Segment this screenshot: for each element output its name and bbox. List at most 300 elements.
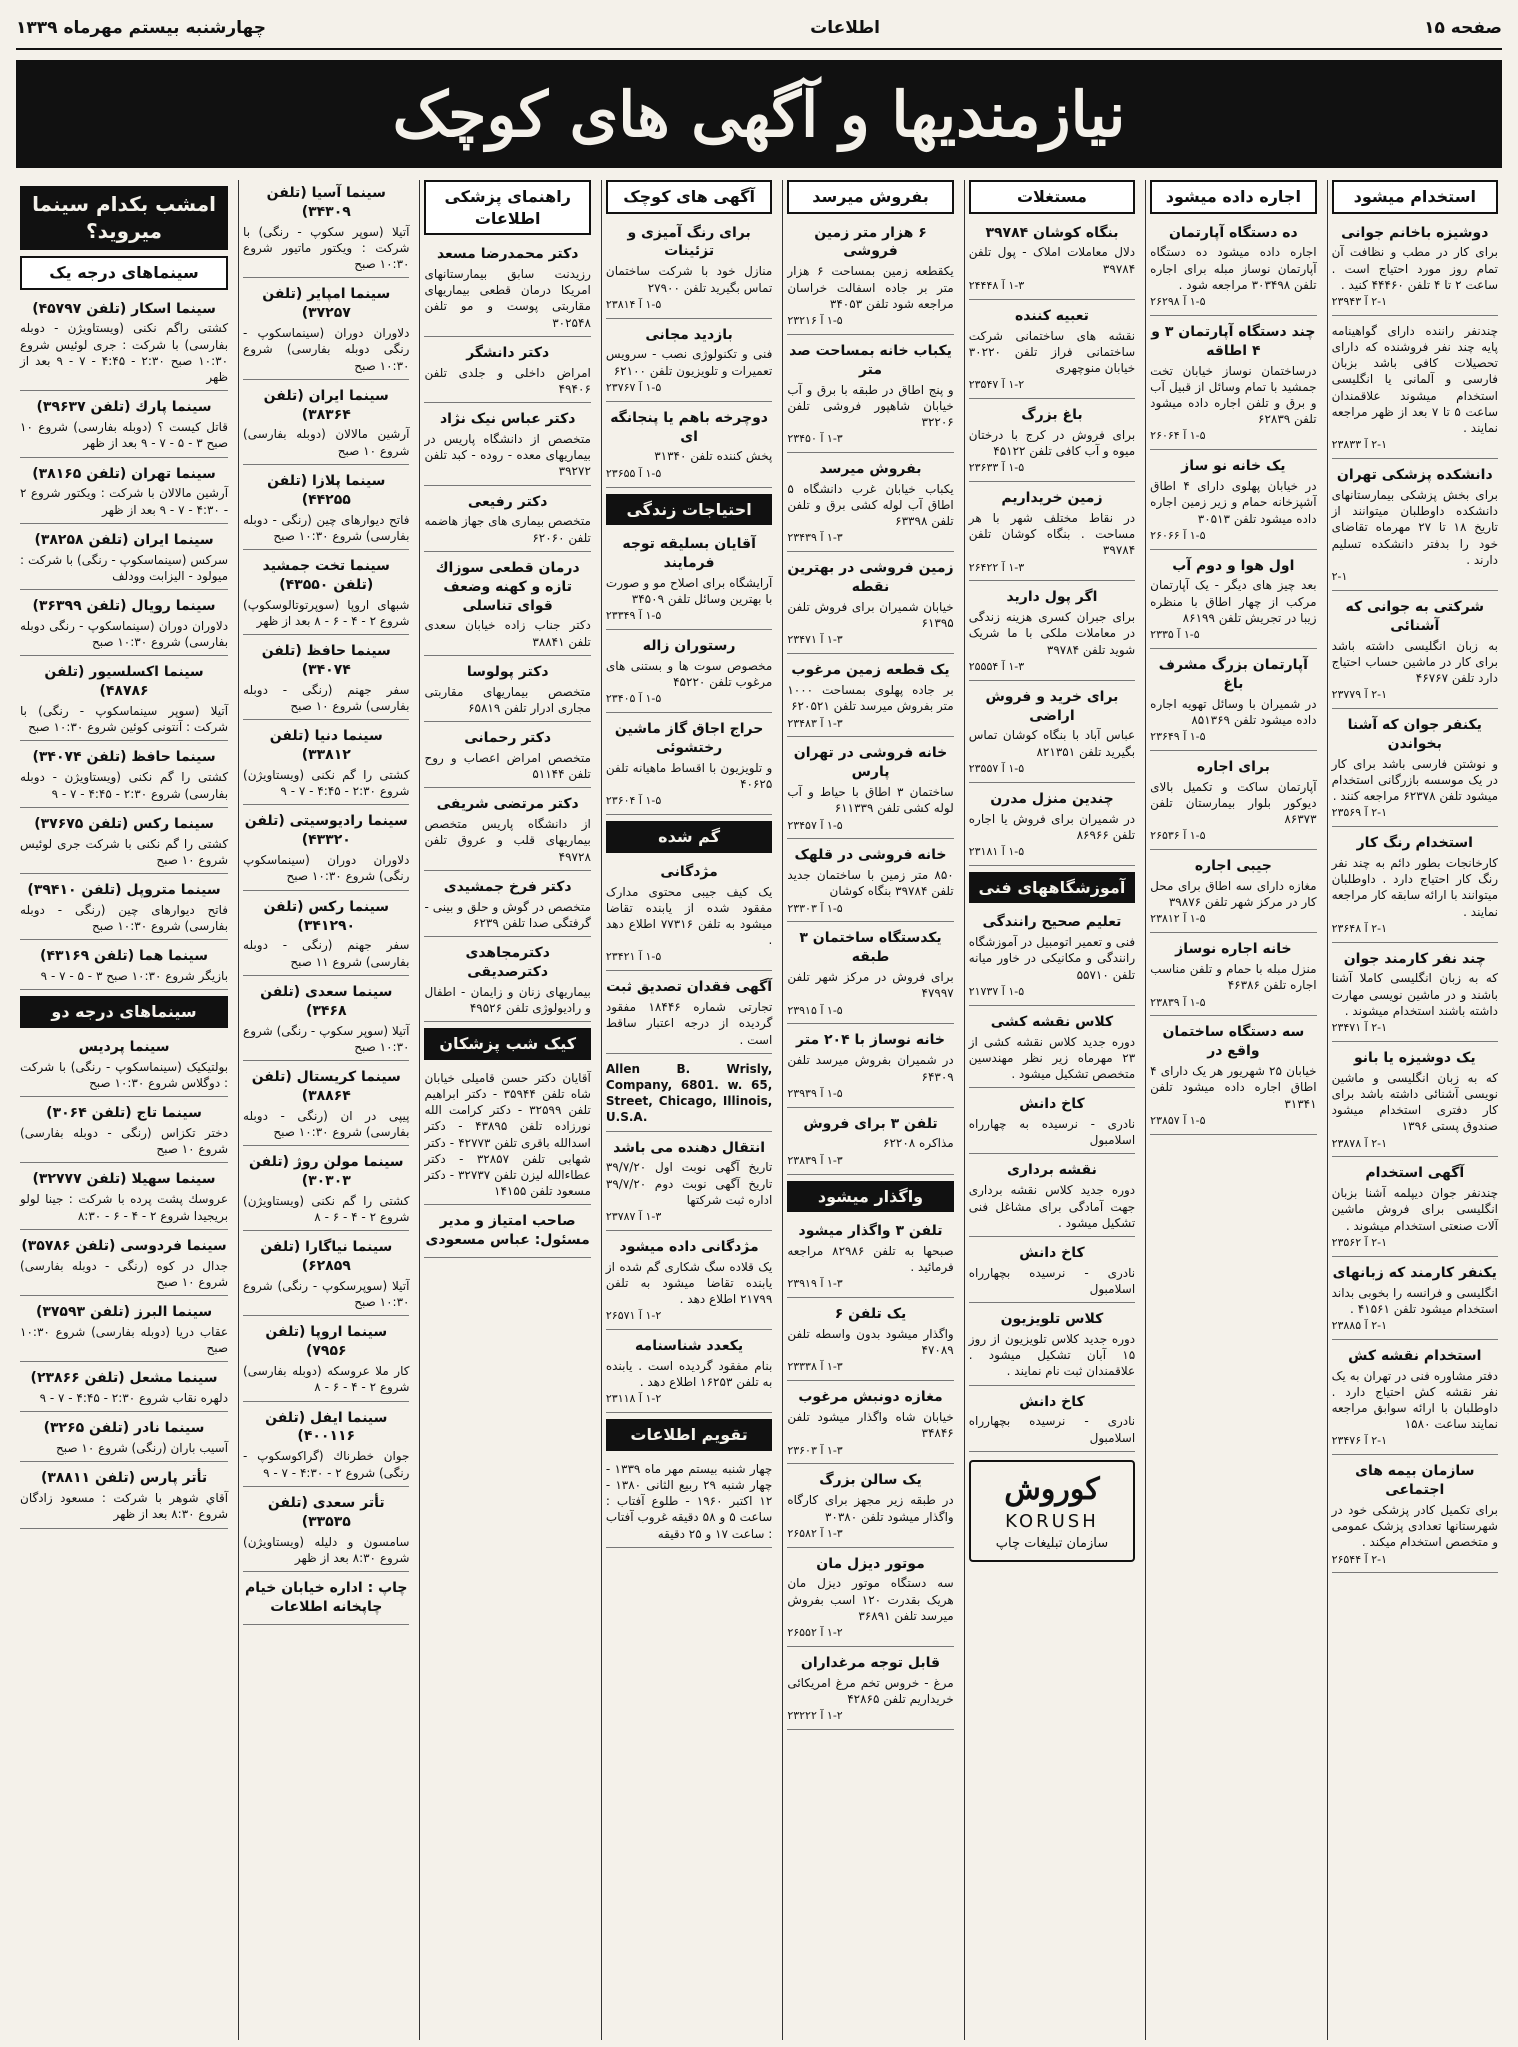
classified-ad <box>243 1405 409 1487</box>
classified-ad <box>787 555 953 654</box>
ad-body: دلهره نقاب شروع ۲:۳۰ - ۴:۴۵ - ۷ - ۹ <box>39 1391 229 1406</box>
ad-title: رستوران زاله <box>642 638 736 655</box>
ad-body: بنام مفقود گردیده است . یابنده به تلفن ۱۶۲۵۳ اطلاع دهد . <box>605 1358 773 1390</box>
ad-title: سینما حافظ (تلفن ۳۴۰۷۴) <box>32 749 216 766</box>
ad-title: یکباب خانه بمساحت صد متر <box>789 342 952 378</box>
classified-ad <box>969 1009 1135 1088</box>
ad-title: تأتر سعدی (تلفن ۳۳۵۳۵) <box>267 1494 385 1530</box>
ad-reference: ۱-۵ آ ۲۶۵۳۶ <box>1150 829 1206 843</box>
ad-title: سینما رکس (تلفن ۳۴۱۲۹۰) <box>263 898 390 934</box>
classified-ad <box>20 1233 228 1296</box>
ad-title: کاخ دانش <box>1019 1096 1085 1113</box>
ad-reference: ۱-۵ آ ۲۳۶۵۵ <box>605 466 662 480</box>
ad-body: آتیلا (سوپر سکوپ - رنگی) با شرکت : ویکتور ماتیور شروع ۱۰:۳۰ صبح <box>243 224 410 272</box>
printer-credit: چاپ : اداره خیابان خیام چاپخانه اطلاعات <box>243 1575 409 1625</box>
classified-ad <box>243 180 409 278</box>
classified-ad <box>1150 754 1316 850</box>
ad-body: پیپی در ان (رنگی - دوبله بفارسی) شروع ۱۰:۳۰ صبح <box>243 1108 410 1139</box>
ad-title: بنگاه کوشان ۳۹۷۸۴ <box>985 224 1119 241</box>
ad-title: کلاس تلویزیون <box>1000 1311 1104 1328</box>
ad-title: استخدام نقشه کش <box>1348 1347 1482 1364</box>
classified-ad <box>20 1100 228 1163</box>
classified-ad <box>1332 1045 1498 1157</box>
classified-ad <box>787 1467 953 1547</box>
ad-body: مغازه دارای سه اطاق برای محل کار در مرکز شهر تلفن ۳۹۸۷۶ <box>1150 879 1317 910</box>
ad-title: خانه فروشی در تهران پارس <box>793 745 948 781</box>
ad-body: از دانشگاه پاریس متخصص بیماریهای قلب و عروق تلفن ۴۹۷۲۸ <box>424 817 591 864</box>
ad-body: رزیدنت سابق بیمارستانهای امریکا درمان قطعی بیماریهای مقاربتی پوست و مو تلفن ۳۰۲۵۴۸ <box>424 267 591 330</box>
ad-title: آقایان بسلیقه توجه فرمایند <box>622 536 756 571</box>
ad-title: زمین خریداریم <box>1001 490 1103 507</box>
ad-body: متخصص در گوش و حلق و بینی - گرفتگی صدا تلفن ۶۲۳۹ <box>424 899 591 930</box>
ad-title: یکنفر جوان که آشنا بخواندن <box>1347 716 1482 752</box>
ad-body: آرشین مالالان (دوبله بفارسی) شروع ۱۰ صبح <box>243 427 410 458</box>
classified-ad <box>424 406 590 485</box>
ad-list <box>20 1034 228 1529</box>
ad-title: مژدگانی داده میشود <box>619 1238 759 1255</box>
ad-title: سینما کریستال (تلفن ۳۸۸۶۴) <box>251 1068 401 1104</box>
ad-title: دکتر عباس نیک نژاد <box>439 411 576 428</box>
ad-body: دوره جدید کلاس نقشه برداری جهت آمادگی برای مشاغل فنی تشکیل میشود . <box>968 1183 1136 1230</box>
classified-ad <box>20 877 228 940</box>
column-heading: اجاره داده میشود <box>1150 180 1316 214</box>
ad-title: سینما نادر (تلفن ۳۲۶۵) <box>43 1420 205 1437</box>
ad-reference: ۱-۵ آ ۲۳۳۰۳ <box>787 901 843 915</box>
ad-body: کشتی را گم نکنی (ویستاویژن - دوبله بفارسی) شروع ۲:۳۰ - ۴:۴۵ - ۷ - ۹ <box>20 770 229 801</box>
ad-reference: ۱-۵ آ ۲۳۴۰۵ <box>605 692 662 706</box>
ad-title: دوچرخه باهم یا پنجانگه ای <box>610 409 768 445</box>
ad-body: بازیگر شروع ۱۰:۳۰ صبح ۳ - ۵ - ۷ - ۹ <box>40 969 229 984</box>
section-heading: گم شده <box>606 821 772 853</box>
ad-title: دکتر رحمانی <box>464 730 552 747</box>
section-heading: واگذار میشود <box>787 1181 953 1213</box>
ad-title: زمین فروشی در بهترین نقطه <box>787 560 954 596</box>
ad-body: نادری - نرسیده بچهارراه اسلامبول <box>968 1265 1136 1296</box>
ad-body: در خیابان پهلوی دارای ۴ اطاق آشپزخانه حمام و زیر زمین اجاره داده میشود تلفن ۳۰۵۱۳ <box>1150 479 1317 526</box>
ad-body: عقاب دریا (دوبله بفارسی) شروع ۱۰:۳۰ صبح <box>20 1324 229 1356</box>
ad-body: برای فروش در کرج با درختان میوه و آب کافی تلفن ۴۵۱۲۲ <box>968 427 1136 459</box>
classified-ad <box>20 1465 228 1528</box>
classified-ad <box>20 1034 228 1097</box>
classified-ad <box>424 791 590 870</box>
classified-ad <box>969 684 1135 783</box>
ad-list <box>787 220 953 1175</box>
classified-ad <box>606 716 772 815</box>
ad-reference: ۱-۲ آ ۲۶۵۵۲ <box>787 1626 843 1639</box>
ad-body: دکتر جناب زاده خیابان سعدی تلفن ۳۸۸۴۱ <box>424 618 591 649</box>
ad-body: برای فروش در مرکز شهر تلفن ۴۷۹۹۷ <box>787 970 954 1001</box>
ad-title: دکتر مرتضی شریفی <box>436 796 579 813</box>
issue-date: چهارشنبه بیستم مهرماه ۱۳۳۹ <box>16 18 266 38</box>
ad-title: یکعدد شناسنامه <box>635 1338 744 1355</box>
ad-body: دوره جدید کلاس نقشه کشی از ۲۳ مهرماه زیر نظر مهندسین متخصص تشکیل میشود . <box>968 1034 1136 1081</box>
ad-list <box>606 859 772 1413</box>
ad-reference: ۲-۱ آ ۲۳۸۸۵ <box>1331 1318 1387 1332</box>
ad-reference: ۲-۱ آ ۲۳۵۶۹ <box>1331 806 1387 820</box>
ad-title: کاخ دانش <box>1019 1393 1085 1410</box>
classified-ad <box>969 786 1135 866</box>
classified-ad <box>424 940 590 1022</box>
classified-ad <box>1332 1458 1498 1573</box>
ad-body: نادری - نرسیده بچهارراه اسلامبول <box>968 1414 1136 1445</box>
classified-ad <box>787 1027 953 1107</box>
ad-title: خانه نوساز با ۲۰۴ متر <box>796 1032 945 1049</box>
ad-reference: ۱-۳ آ ۲۳۴۳۹ <box>787 531 843 545</box>
classified-ad <box>787 456 953 552</box>
ad-body: متخصص بیماری های جهاز هاضمه تلفن ۶۲۰۶۰ <box>424 514 591 545</box>
ad-body: قاتل کیست ؟ (دوبله بفارسی) شروع ۱۰ صبح ۳ - ۵ - ۷ - ۹ بعد از ظهر <box>20 420 229 451</box>
ad-body: کشتی را گم نکنی (ویستاویژن) شروع ۲ - ۴ - ۶ - ۸ <box>243 1193 410 1225</box>
ad-reference: ۱-۳ آ ۲۳۶۰۳ <box>787 1443 843 1457</box>
classified-ad <box>424 489 590 552</box>
ad-body: آپارتمان ساکت و تکمیل بالای دیوکور بلوار بیمارستان تلفن ۸۶۳۷۳ <box>1150 779 1317 827</box>
ad-title: سینما نیاگارا (تلفن ۶۲۸۵۹) <box>260 1239 393 1275</box>
ad-title: دکتر دانشگر <box>466 344 550 361</box>
ad-body: برای جبران کسری هزینه زندگی در معاملات ملکی با ما شریک شوید تلفن ۳۹۷۸۴ <box>968 610 1136 657</box>
ad-title: یکدستگاه ساختمان ۳ طبقه <box>799 930 942 966</box>
ad-title: سینما سعدی (تلفن ۳۴۶۸) <box>260 983 393 1019</box>
classified-ad <box>969 1091 1135 1154</box>
ad-reference: ۱-۵ آ ۲۳۴۲۱ <box>605 950 662 964</box>
ad-body: در شمیران بفروش میرسد تلفن ۶۴۳۰۹ <box>787 1053 954 1084</box>
classified-ad <box>20 1299 228 1362</box>
ad-body: فنی و تکنولوژی نصب - سرویس تعمیرات و تلویزیون تلفن ۶۲۱۰۰ <box>605 347 773 378</box>
banner-title: نیازمندیها و آگهی های کوچک <box>392 77 1126 151</box>
ad-reference: ۱-۵ آ ۲۳۷۶۷ <box>605 380 662 394</box>
ad-body: خیابان شمیران برای فروش تلفن ۶۱۳۹۵ <box>787 600 954 631</box>
ad-body: آرایشگاه برای اصلاح مو و صورت با بهترین وسائل تلفن ۳۴۵۰۹ <box>605 575 773 607</box>
ad-list <box>606 220 772 488</box>
column-cinemas-a <box>238 180 413 2040</box>
ad-body: Allen B. Wrisly, Company, 6801. w. 65, Street, Chicago, Illinois, U.S.A. <box>605 1061 773 1125</box>
ad-title: سینما حافظ (تلفن ۳۴۰۷۴) <box>261 643 391 679</box>
ad-reference: ۱-۳ آ ۲۴۴۴۸ <box>968 278 1025 292</box>
classified-ad <box>1150 1019 1316 1134</box>
logo-subtitle: سازمان تبلیغات چاپ <box>995 1535 1109 1551</box>
classified-ad <box>1332 1260 1498 1340</box>
ad-reference: ۱-۳ آ ۲۵۵۵۴ <box>968 659 1025 673</box>
ad-title: سینما اکسلسیور (تلفن ۴۸۷۸۶) <box>44 664 204 700</box>
ad-reference: ۲-۱ آ ۲۳۹۴۳ <box>1331 295 1387 309</box>
logo-name: کوروش <box>1004 1471 1100 1507</box>
ad-title: یکنفر کارمند که زبانهای <box>1332 1264 1497 1281</box>
classified-ad <box>1332 319 1498 459</box>
ad-title: سینما ایفل (تلفن ۴۰۰۱۱۶) <box>265 1409 388 1445</box>
ad-reference: ۱-۵ آ ۲۳۸۱۲ <box>1150 912 1206 926</box>
ad-body: پخش کننده تلفن ۳۱۳۴۰ <box>654 449 773 464</box>
ad-title: برای اجاره <box>1196 758 1270 775</box>
ad-title: ۶ هزار متر زمین فروشی <box>814 224 927 260</box>
ad-body: یکباب خیابان غرب دانشگاه ۵ اطاق آب لوله کشی برق و تلفن تلفن ۶۳۳۹۸ <box>787 481 954 529</box>
ad-title: یک قطعه زمین مرغوب <box>791 662 950 679</box>
ad-body: منازل خود با شرکت ساختمان تماس بگیرید تلفن ۲۷۹۰۰ <box>605 264 773 295</box>
ad-title: سینما فردوسی (تلفن ۳۵۷۸۶) <box>21 1237 227 1254</box>
classified-ad <box>424 874 590 937</box>
ad-body: عباس آباد با بنگاه کوشان تماس بگیرید تلفن ۸۲۱۳۵۱ <box>968 728 1136 759</box>
ad-reference: ۱-۳ آ ۲۶۵۸۲ <box>787 1526 843 1540</box>
ad-title: سینما ایران (تلفن ۳۸۲۵۸) <box>34 531 214 548</box>
ad-body: دلاوران دوران (سینماسکوپ - رنگی دوبله بفارسی) شروع ۱۰:۳۰ صبح <box>243 326 410 373</box>
ad-title: استخدام رنگ کار <box>1356 835 1473 852</box>
ad-body: و تلویزیون با اقساط ماهیانه تلفن ۴۰۶۲۵ <box>605 761 773 792</box>
classified-ad <box>1150 453 1316 549</box>
column-cinema-guide <box>16 180 232 2040</box>
classified-ad <box>969 909 1135 1005</box>
ad-body: سامسون و دلیله (ویستاویژن) شروع ۸:۳۰ بعد از ظهر <box>243 1534 410 1565</box>
ad-title: سینما دنیا (تلفن ۳۳۸۱۲) <box>269 728 383 764</box>
ad-body: متخصص بیماریهای مقاربتی مجاری ادرار تلفن ۶۵۸۱۹ <box>424 684 591 715</box>
ad-title: سینما امپایر (تلفن ۳۷۲۵۷) <box>262 286 391 322</box>
ad-body: فاتح دیوارهای چین (رنگی - دوبله بفارسی) شروع ۱۰:۳۰ صبح <box>20 902 229 934</box>
section-heading: تقویم اطلاعات <box>606 1419 772 1451</box>
ad-body: تاریخ آگهی نوبت اول ۳۹/۷/۲۰ تاریخ آگهی نوبت دوم ۳۹/۷/۲۰ اداره ثبت شرکتها <box>605 1160 773 1207</box>
ad-reference: ۲-۱ آ ۲۶۵۴۴ <box>1331 1552 1387 1566</box>
ad-title: سینما هما (تلفن ۴۳۱۶۹) <box>40 948 209 965</box>
classified-ad <box>969 1306 1135 1385</box>
classified-ad <box>20 811 228 874</box>
ad-body: ساختمان ۳ اطاق با حیاط و آب لوله کشی تلفن ۶۱۱۳۳۹ <box>787 785 954 816</box>
ad-body: دفتر مشاوره فنی در تهران به یک نفر نقشه کش احتیاج دارد . داوطلبان با ارائه سوابق مراجعه نمایند ساعت ۱۵۸۰ <box>1331 1368 1498 1432</box>
ad-reference: ۱-۳ آ ۲۳۴۷۱ <box>787 633 843 647</box>
ad-reference: ۱-۵ آ ۲۱۷۳۷ <box>968 984 1025 998</box>
classified-ad <box>243 383 409 465</box>
ad-title: دکتر محمدرضا مسعد <box>436 246 579 263</box>
ad-title: بازدید مجانی <box>645 326 733 343</box>
ad-reference: ۱-۵ آ ۲۳۴۵۷ <box>787 818 843 832</box>
ad-body: کارخانجات بطور دائم به چند نفر رنگ کار احتیاج دارد . داوطلبان میتوانند با ارائه سابقه کار مراجعه نمایند . <box>1331 855 1498 919</box>
ad-body: مذاکره ۶۲۲۰۸ <box>883 1136 954 1151</box>
classified-ad <box>243 1234 409 1316</box>
classified-ad <box>787 842 953 922</box>
classified-ad <box>20 461 228 524</box>
ad-title: سینما سهیلا (تلفن ۳۲۷۷۷) <box>32 1171 216 1188</box>
ad-list <box>606 531 772 815</box>
classified-ad <box>20 1166 228 1229</box>
classified-ad <box>20 1365 228 1412</box>
classified-ad <box>606 1333 772 1413</box>
ad-reference: ۱-۵ آ ۲۶۰۶۴ <box>1150 429 1206 443</box>
first-class-cinemas-heading: سینماهای درجه یک <box>20 256 228 290</box>
column-heading: آگهی های کوچک <box>606 180 772 214</box>
ad-body: که به زبان انگلیسی کاملا آشنا باشند و در ماشین نویسی مهارت داشته باشند استخدام میشوند . <box>1331 971 1498 1018</box>
ad-body: واگذار میشود بدون واسطه تلفن ۴۷۰۸۹ <box>787 1327 954 1358</box>
classified-ad <box>787 1218 953 1298</box>
ad-reference: ۱-۵ آ ۲۳۲۱۶ <box>787 313 843 327</box>
ad-title: جیبی اجاره <box>1194 858 1272 875</box>
classified-ad <box>243 1490 409 1572</box>
ad-body: در شمیران برای فروش یا اجاره تلفن ۸۶۹۶۶ <box>968 811 1136 842</box>
classified-ad <box>20 593 228 656</box>
ad-title: نقشه برداری <box>1007 1162 1097 1179</box>
ad-title: سینما پردیس <box>78 1038 170 1055</box>
ad-title: تعبیه کننده <box>1015 307 1089 324</box>
paper-name: اطلاعات <box>810 18 880 38</box>
ad-list <box>424 1066 590 1206</box>
ad-reference: ۱-۳ آ ۲۳۴۵۰ <box>787 432 843 446</box>
logo-latin: KORUSH <box>1005 1511 1099 1533</box>
classified-ad <box>424 340 590 403</box>
classified-ad <box>969 303 1135 399</box>
ad-body: منزل مبله با حمام و تلفن مناسب اجاره تلفن ۴۶۳۸۶ <box>1150 962 1317 993</box>
classified-ad <box>969 402 1135 482</box>
ad-body: به زبان انگلیسی داشته باشد برای کار در ماشین حساب احتیاج دارد تلفن ۴۶۷۶۷ <box>1331 638 1498 685</box>
ad-reference: ۱-۳ آ ۲۳۷۸۷ <box>605 1209 662 1223</box>
ad-body: ۸۵۰ متر زمین با ساختمان جدید تلفن ۳۹۷۸۴ بنگاه کوشان <box>787 868 954 899</box>
classified-ad <box>606 974 772 1053</box>
ad-body: برای کار در مطب و نظافت آن تمام روز مورد احتیاج است . ساعت ۲ تا ۴ تلفن ۴۴۴۶۰ کنید . <box>1331 245 1498 292</box>
ad-body: خیابان شاه واگذار میشود تلفن ۳۴۸۴۶ <box>787 1410 954 1441</box>
column-employment <box>1327 180 1502 2040</box>
ad-title: دکتر پولوسا <box>466 663 549 680</box>
ad-title: یک تلفن ۶ <box>834 1306 907 1323</box>
ad-title: چند دستگاه آپارتمان ۳ و ۴ اطاقه <box>1151 323 1316 359</box>
classified-ad <box>787 1551 953 1647</box>
section-heading: احتیاجات زندگی <box>606 494 772 526</box>
ad-list <box>969 220 1135 866</box>
column-realestate <box>964 180 1139 2040</box>
ad-reference: ۱-۵ آ ۲۳۹۳۹ <box>787 1086 843 1100</box>
classified-ad <box>424 725 590 788</box>
ad-reference: ۱-۵ آ ۲۳۸۵۷ <box>1150 1113 1206 1127</box>
classified-ad <box>606 1135 772 1231</box>
classified-ad <box>969 584 1135 680</box>
ad-reference: ۱-۲ آ ۲۳۲۲۲ <box>787 1709 843 1723</box>
ad-body: انگلیسی و فرانسه را بخوبی بداند استخدام میشود تلفن ۴۱۵۶۱ . <box>1331 1285 1498 1316</box>
page-number: صفحه ۱۵ <box>1424 18 1502 38</box>
section-heading: آموزشگاههای فنی <box>969 872 1135 904</box>
ad-body: در شمیران با وسائل تهویه اجاره داده میشود تلفن ۸۵۱۳۶۹ <box>1150 696 1317 727</box>
classified-ad <box>606 322 772 402</box>
classified-ad <box>20 296 228 392</box>
ad-body: برای تکمیل کادر پزشکی خود در شهرستانها تعدادی پزشک عمومی و متخصص استخدام میکند . <box>1331 1503 1498 1550</box>
ad-title: سینما مولن روژ (تلفن ۳۰۳۰۳) <box>248 1154 404 1189</box>
ad-title: سینما تخت جمشید (تلفن ۴۳۵۵۰) <box>262 558 390 593</box>
ad-title: یک خانه نو ساز <box>1181 458 1286 475</box>
ad-title: خانه فروشی در قلهک <box>794 847 947 864</box>
ad-reference: ۱-۵ آ ۲۳۸۳۹ <box>1150 995 1206 1009</box>
ad-body: کشتی راگم نکنی (ویستاویژن - دوبله بفارسی) با شرکت : جری لوئیس شروع ۱۰:۳۰ صبح ۲:۳۰ - ۴:۴۵ - ۷ - ۹ بعد از ظهر <box>20 321 229 385</box>
ad-body: دلال معاملات املاک - پول تلفن ۳۹۷۸۴ <box>968 245 1136 276</box>
ad-body: آسیب باران (رنگی) شروع ۱۰ صبح <box>56 1441 229 1456</box>
ad-title: اول هوا و دوم آب <box>1172 557 1295 574</box>
classified-ad <box>1150 652 1316 751</box>
ad-list <box>1150 220 1316 1135</box>
ad-title: سه دستگاه ساختمان واقع در <box>1162 1024 1305 1060</box>
ad-title: سینما آسیا (تلفن ۳۴۳۰۹) <box>266 185 386 220</box>
classified-ad <box>787 657 953 737</box>
ad-title: قابل توجه مرغداران <box>800 1654 941 1671</box>
calendar-text: چهار شنبه بیستم مهر ماه ۱۳۳۹ - چهار شنبه ۲۹ ربیع الثانی ۱۳۸۰ - ۱۲ اکتبر ۱۹۶۰ - طلوع آفتاب : ساعت ۵ و ۵۸ دقیقه غروب آفتاب : ساعت ۱۷ و ۲۵ دقیقه <box>606 1457 772 1548</box>
classified-ad <box>243 1064 409 1146</box>
classified-ad <box>787 220 953 335</box>
ad-title: مغازه دونبش مرغوب <box>798 1389 943 1406</box>
column-rent <box>1145 180 1320 2040</box>
korush-logo <box>969 1460 1135 1562</box>
ad-reference: ۲-۱ آ ۲۳۸۳۳ <box>1331 438 1387 452</box>
ad-reference: ۱-۵ آ ۲۳۳۴۹ <box>605 609 662 623</box>
classified-ad <box>606 1234 772 1330</box>
ad-columns <box>16 180 1502 2040</box>
ad-body: بیماریهای زنان و زایمان - اطفال و رادیولوژی تلفن ۴۹۵۲۶ <box>424 984 591 1016</box>
ad-title: آگهی فقدان تصدیق ثبت <box>606 979 773 996</box>
ad-body: آتیلا (سوپر سینماسکوپ - رنگی) با شرکت : آنتونی کوئین شروع ۱۰:۳۰ صبح <box>20 704 229 735</box>
ad-body: چندنفر جوان دیپلمه آشنا بزبان انگلیسی برای فروش ماشین آلات صنعتی استخدام میشوند . <box>1331 1186 1498 1233</box>
ad-title: سینما البرز (تلفن ۳۷۵۹۳) <box>35 1303 213 1320</box>
ad-reference: ۱-۵ آ ۲۶۰۶۶ <box>1150 528 1206 542</box>
classified-ad <box>20 394 228 457</box>
cinema-guide-heading: امشب بکدام سینما میروید؟ <box>20 186 228 250</box>
ad-title: دکترمجاهدی دکترصدیقی <box>465 945 550 980</box>
section-heading: کیک شب پزشکان <box>424 1028 590 1060</box>
classified-ad <box>969 1389 1135 1452</box>
publisher-credit: صاحب امتیاز و مدیر مسئول: عباس مسعودی <box>424 1208 590 1258</box>
ad-reference: ۱-۵ آ ۲۳۶۴۹ <box>1150 730 1206 744</box>
ad-title: ده دستگاه آپارتمان <box>1168 224 1298 241</box>
classified-ad <box>787 1301 953 1381</box>
ad-title: سینما ایران (تلفن ۳۸۳۶۴) <box>263 387 389 423</box>
ad-reference: ۱-۵ آ ۲۳۸۱۴ <box>605 297 662 311</box>
ad-body: آقاي شوهر با شرکت : مسعود زادگان شروع ۸:۳۰ بعد از ظهر <box>20 1491 229 1522</box>
classified-ad <box>243 808 409 890</box>
ad-title: برای رنگ آمیزی و تزئینات <box>627 224 751 260</box>
ad-body: کشتی را گم نکنی (ویستاویژن) شروع ۲:۳۰ - ۴:۴۵ - ۷ - ۹ <box>243 768 410 799</box>
ad-reference: ۲-۱ آ ۲۳۵۶۲ <box>1331 1235 1387 1249</box>
ad-body: آقایان دکتر حسن قامیلی خیابان شاه تلفن ۳۵۹۴۴ - دکتر ابراهیم تلفن ۳۲۵۹۹ - دکتر کرامت الله نورزاده تلفن ۴۳۸۹۵ - دکتر اسدالله باقری تلفن ۴۲۷۷۳ - دکتر شهابی تلفن ۳۲۸۵۷ - دکتر عطاءالله لیزن تلفن ۳۲۷۳۷ - دکتر مسعود تلفن ۱۴۱۵۵ <box>424 1070 591 1199</box>
ad-reference: ۲-۱ <box>1331 569 1348 583</box>
ad-reference: ۱-۳ آ ۲۶۴۲۲ <box>968 560 1025 574</box>
ad-title: سینما اروپا (تلفن ۷۹۵۶) <box>265 1324 388 1360</box>
classified-ad <box>1332 220 1498 316</box>
classified-ad <box>969 1157 1135 1236</box>
ad-title: تأتر پارس (تلفن ۳۸۸۱۱) <box>40 1470 208 1487</box>
ad-title: خانه اجاره نوساز <box>1175 941 1292 958</box>
ad-body: مخصوص سوت ها و بستنی های مرغوب تلفن ۴۵۲۲۰ <box>605 659 773 690</box>
ad-body: یکقطعه زمین بمساحت ۶ هزار متر بر جاده اسفالت خراسان مراجعه شود تلفن ۳۴۰۵۳ <box>787 264 954 311</box>
ad-body: بولتیکیک (سینماسکوپ - رنگی) با شرکت : دوگلاس شروع ۱۰:۳۰ صبح <box>20 1059 229 1090</box>
column-heading: استخدام میشود <box>1332 180 1498 214</box>
ad-title: باغ بزرگ <box>1021 407 1083 423</box>
classified-ad <box>243 638 409 720</box>
column-heading: راهنمای پزشکی اطلاعات <box>424 180 590 235</box>
ad-title: دکتر رفیعی <box>467 493 548 510</box>
classified-ad <box>243 553 409 635</box>
ad-reference: ۱-۳ آ ۲۳۹۱۹ <box>787 1277 843 1291</box>
classified-ad <box>424 555 590 656</box>
classified-ad <box>606 531 772 630</box>
ad-reference: ۲-۱ آ ۲۳۸۷۸ <box>1331 1136 1387 1150</box>
classified-ad <box>243 281 409 379</box>
ad-title: یک دوشیزه یا بانو <box>1353 1049 1476 1066</box>
ad-title: تعلیم صحیح رانندگی <box>982 914 1122 931</box>
ad-title: درمان قطعی سوزاك تازه و کهنه وضعف قوای تناسلی <box>435 559 580 614</box>
ad-body: سفر جهنم (رنگی - دوبله بفارسی) شروع ۱۰ صبح <box>243 682 410 714</box>
ad-list <box>1332 220 1498 1574</box>
ad-list <box>969 909 1135 1451</box>
classified-ad <box>1332 830 1498 942</box>
ad-body: عروسك پشت پرده با شرکت : جینا لولو بریجیدا شروع ۲ - ۴ - ۶ - ۸:۳۰ <box>20 1192 229 1223</box>
column-sale <box>782 180 957 2040</box>
column-heading: مستغلات <box>969 180 1135 214</box>
ad-title: سازمان بیمه های اجتماعی <box>1355 1463 1475 1499</box>
ad-title: دکتر فرخ جمشیدی <box>443 878 572 895</box>
ad-reference: ۱-۵ آ ۲۶۲۹۸ <box>1150 295 1206 309</box>
classified-ad <box>243 468 409 550</box>
classified-ad <box>243 979 409 1061</box>
column-small-ads <box>601 180 776 2040</box>
ad-reference: ۱-۵ آ ۲۳۵۵۷ <box>968 761 1025 775</box>
ad-reference: ۱-۲ آ ۲۶۵۷۱ <box>605 1309 662 1323</box>
classified-ad <box>1332 1160 1498 1256</box>
